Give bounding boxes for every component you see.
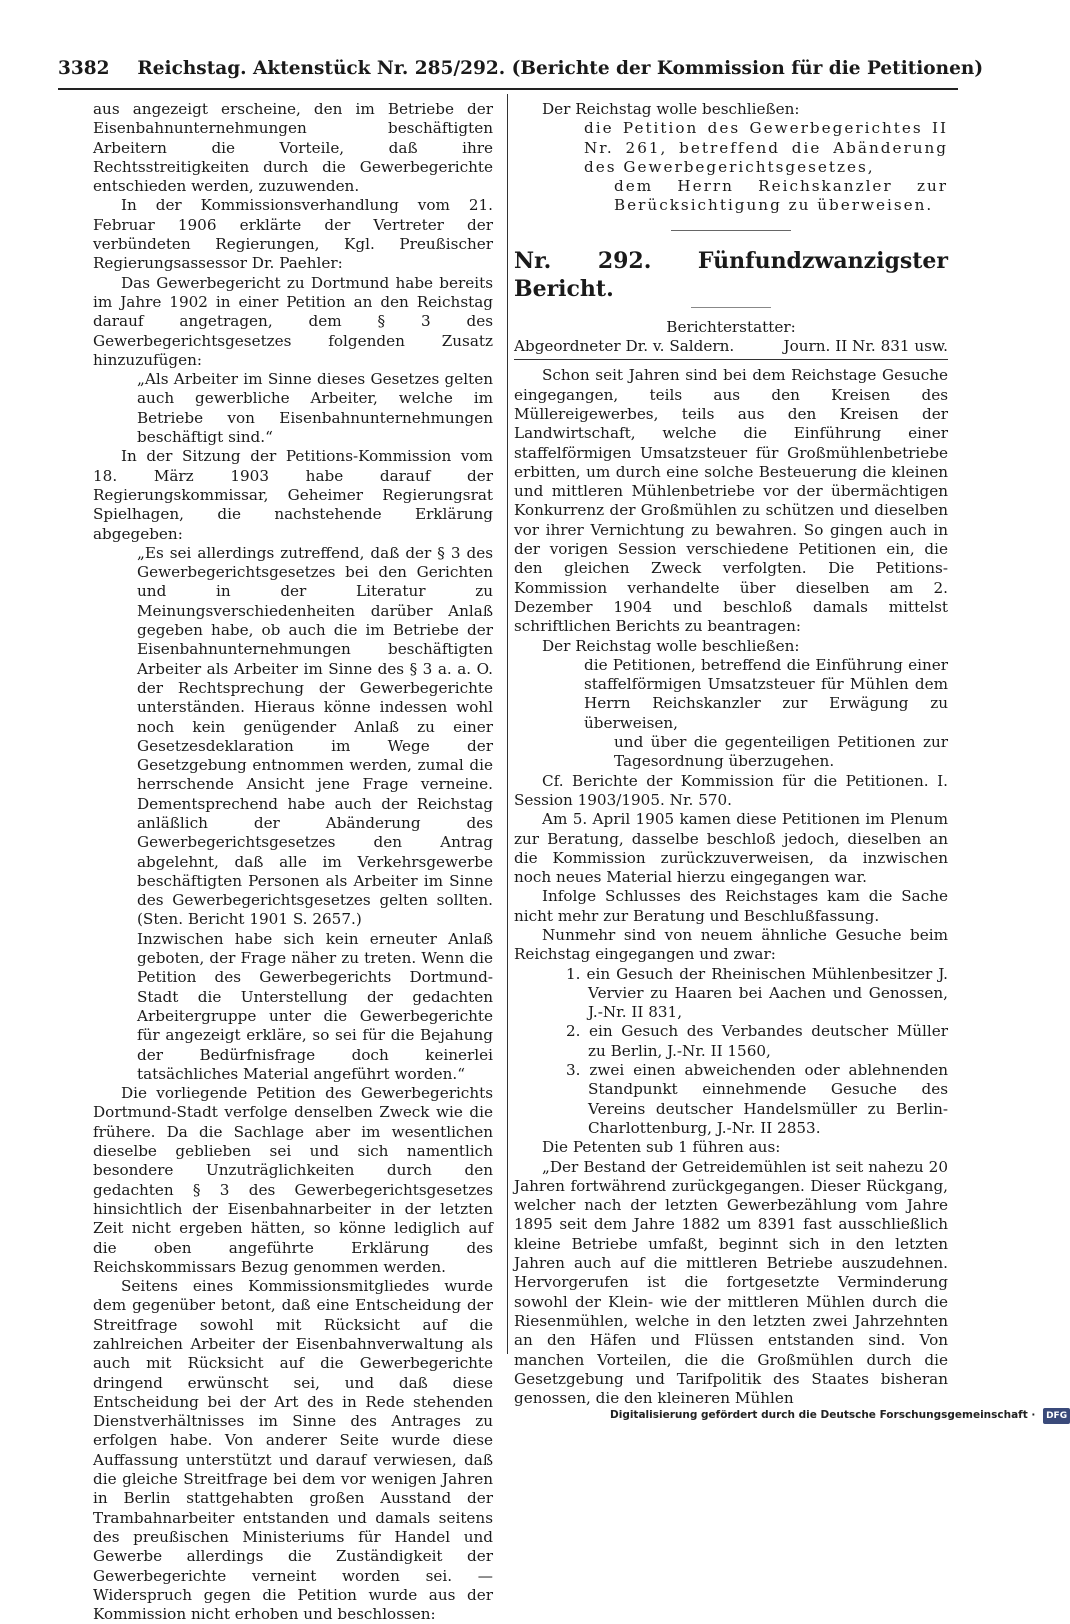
paragraph: Die Petenten sub 1 führen aus: (542, 1138, 781, 1157)
page-title: Reichstag. Aktenstück Nr. 285/292. (Berichte der Kommission für die Petitionen) (137, 58, 984, 79)
paragraph: In der Kommissionsverhandlung vom 21. Februar 1906 erklärte der Vertreter der verbündeten Regierungen, Kgl. Preußischer Regierungsassessor Dr. Paehler: (93, 196, 493, 273)
paragraph: Am 5. April 1905 kamen diese Petitionen im Plenum zur Beratung, dasselbe beschloß jedoch, dieselben an die Kommission zurückzuverweisen, da inzwischen noch neues Material hierzu eingegangen war. (514, 810, 948, 887)
paragraph: Seitens eines Kommissionsmitgliedes wurde dem gegenüber betont, daß eine Entscheidung der Streitfrage sowohl mit Rücksicht auf die zahlreichen Arbeiter der Eisenbahnverwaltung als auch mit Rücksicht auf die Gewerbegerichte dringend erwünscht sei, und daß diese Entscheidung bei der Art des in Rede stehenden Dienstverhältnisses im Sinne des Antrages zu erfolgen habe. Von anderer Seite wurde diese Auffassung unterstützt und darauf verwiesen, daß die gleiche Streitfrage bei dem vor wenigen Jahren in Berlin stattgehabten großen Ausstand der Trambahnarbeiter entstanden und damals seitens des preußischen Ministeriums für Handel und Gewerbe allerdings die Zuständigkeit der Gewerbegerichte verneint worden sei. — Widerspruch gegen die Petition wurde aus der Kommission nicht erhoben und beschlossen: (93, 1277, 493, 1624)
digitization-footer (610, 1407, 1068, 1423)
quote-text: „Der Bestand der Getreidemühlen ist seit nahezu 20 Jahren fortwährend zurückgegangen. Dieser Rückgang, welcher nach der letzten Gewerbezählung vom Jahre 1895 seit dem Jahre 1882 um 8391 fast ausschließlich kleine Betriebe umfaßt, beginnt sich in den letzten Jahren auch auf die mittleren Betriebe auszudehnen. Hervorgerufen ist die fortgesetzte Verminderung sowohl der Klein- wie der mittleren Mühlen durch die Riesenmühlen, welche in den letzten zwei Jahrzehnten an den Häfen und Flüssen entstanden sind. Von manchen Vorteilen, die die Großmühlen durch die Gesetzgebung und Tarifpolitik des Staates bisheran genossen, die den kleineren Mühlen (514, 1157, 948, 1408)
resolution-intro: Der Reichstag wolle beschließen: (542, 100, 800, 118)
page-number: 3382 (58, 58, 110, 79)
quote-block (93, 370, 493, 447)
quote-text: Inzwischen habe sich kein erneuter Anlaß geboten, der Frage näher zu treten. Wenn die Petition des Gewerbegerichts Dortmund-Stadt die Unterstellung der gedachten Arbeitergruppe unter die Gewerbegerichte für angezeigt erkläre, so sei für die Bejahung der Bedürfnisfrage doch keinerlei tatsächliches Material angeführt worden.“ (137, 929, 493, 1083)
quote-block (93, 544, 493, 1084)
section-rule (671, 230, 791, 231)
right-column (514, 100, 948, 1408)
report-heading: Nr. 292. Fünfundzwanzigster Bericht. (514, 247, 948, 302)
dfg-logo: DFG (1043, 1408, 1070, 1424)
page-header (58, 56, 984, 82)
quote-text: „Es sei allerdings zutreffend, daß der § 3 des Gewerbegerichtsgesetzes bei den Gerichten und in der Literatur zu Meinungsverschiedenheiten darüber Anlaß gegeben habe, ob auch die im Betriebe der Eisenbahnunternehmungen beschäftigten Arbeiter als Arbeiter im Sinne des § 3 a. a. O. der Rechtsprechung der Gewerbegerichte unterständen. Hieraus könne indessen wohl noch kein genügender Anlaß zu einer Gesetzesdeklaration im Wege der Gesetzgebung entnommen werden, zumal die herrschende Ansicht jene Frage verneine. Dementsprechend habe auch der Reichstag anläßlich der Abänderung des Gewerbegerichtsgesetzes den Antrag abgelehnt, daß alle im Verkehrsgewerbe beschäftigten Personen als Arbeiter im Sinne des Gewerbegerichtsgesetzes gelten sollten. (Sten. Bericht 1901 S. 2657.) (137, 543, 493, 929)
quote-text: „Als Arbeiter im Sinne dieses Gesetzes gelten auch gewerbliche Arbeiter, welche im Betriebe von Eisenbahnunternehmungen beschäftigt sind.“ (137, 370, 493, 447)
left-column (93, 100, 493, 1624)
paragraph: Nunmehr sind von neuem ähnliche Gesuche beim Reichstag eingegangen und zwar: (514, 925, 948, 964)
resolution-text: dem Herrn Reichskanzler zur Berücksichtigung zu überweisen. (614, 177, 948, 215)
list-item: 2. ein Gesuch des Verbandes deutscher Müller zu Berlin, J.-Nr. II 1560, (566, 1022, 948, 1060)
paragraph: aus angezeigt erscheine, den im Betriebe der Eisenbahnunternehmungen beschäftigten Arbeitern die Vorteile, daß ihre Rechtsstreitigkeiten durch die Gewerbegerichte entschieden werden, zuzuwenden. (93, 100, 493, 196)
resolution-text: und über die gegenteiligen Petitionen zur Tagesordnung überzugehen. (614, 733, 948, 771)
resolution-intro: Der Reichstag wolle beschließen: (542, 636, 800, 655)
paragraph: Das Gewerbegericht zu Dortmund habe bereits im Jahre 1902 in einer Petition an den Reichstag darauf angetragen, dem § 3 des Gewerbegerichtsgesetzes folgenden Zusatz hinzuzufügen: (93, 273, 493, 369)
reporter-line (514, 337, 948, 360)
reporter-label: Berichterstatter: (666, 317, 796, 336)
paragraph: In der Sitzung der Petitions-Kommission vom 18. März 1903 habe darauf der Regierungskommissar, Geheimer Regierungsrat Spielhagen, die nachstehende Erklärung abgegeben: (93, 447, 493, 543)
reporter-name: Abgeordneter Dr. v. Saldern. (514, 337, 735, 356)
journal-number: Journ. II Nr. 831 usw. (783, 337, 948, 356)
column-divider (507, 94, 508, 1354)
paragraph: Schon seit Jahren sind bei dem Reichstage Gesuche eingegangen, teils aus den Kreisen des Müllereigewerbes, teils aus den Kreisen der Landwirtschaft, welche die Einführung einer staffelförmigen Umsatzsteuer für Großmühlenbetriebe erbitten, um durch eine solche Besteuerung die kleinen und mittleren Mühlenbetriebe vor der übermächtigen Konkurrenz der Großmühlen zu schützen und dieselben vor ihrer Vernichtung zu bewahren. So gingen auch in der vorigen Session verschiedene Petitionen ein, die den gleichen Zweck verfolgten. Die Petitions-Kommission verhandelte über dieselben am 2. Dezember 1904 und beschloß damals mittelst schriftlichen Berichts zu beantragen: (514, 366, 948, 636)
resolution-text: die Petition des Gewerbegerichtes II Nr. 261, betreffend die Abänderung des Gewerbegerichtsgesetzes, (584, 119, 948, 176)
list-item: 3. zwei einen abweichenden oder ablehnenden Standpunkt einnehmende Gesuche des Vereins deutscher Handelsmüller zu Berlin-Charlottenburg, J.-Nr. II 2853. (566, 1061, 948, 1137)
header-rule (58, 88, 958, 90)
resolution-text: die Petitionen, betreffend die Einführung einer staffelförmigen Umsatzsteuer für Mühlen dem Herrn Reichskanzler zur Erwägung zu überweisen, (584, 655, 948, 732)
paragraph: Infolge Schlusses des Reichstages kam die Sache nicht mehr zur Beratung und Beschlußfassung. (514, 887, 948, 925)
petition-list (514, 965, 948, 1139)
list-item: 1. ein Gesuch der Rheinischen Mühlenbesitzer J. Vervier zu Haaren bei Aachen und Genossen, J.-Nr. II 831, (566, 964, 948, 1022)
paragraph: Cf. Berichte der Kommission für die Petitionen. I. Session 1903/1905. Nr. 570. (514, 771, 948, 809)
heading-rule (691, 307, 771, 308)
paragraph: Die vorliegende Petition des Gewerbegerichts Dortmund-Stadt verfolge denselben Zweck wie die frühere. Da die Sachlage aber im wesentlichen dieselbe geblieben sei und sich namentlich besondere Unzuträglichkeiten durch den gedachten § 3 des Gewerbegerichtsgesetzes hinsichtlich der Eisenbahnarbeiter in der letzten Zeit nicht ergeben hätten, so könne lediglich auf die oben angeführte Erklärung des Reichskommissars Bezug genommen werden. (93, 1084, 493, 1276)
footer-text: Digitalisierung gefördert durch die Deutsche Forschungsgemeinschaft · (610, 1409, 1036, 1421)
